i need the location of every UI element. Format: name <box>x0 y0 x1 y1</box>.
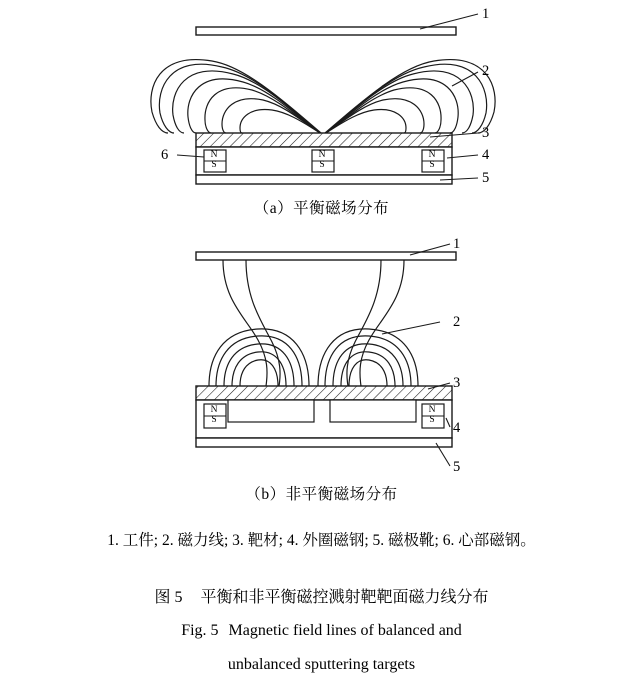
pole-n: N <box>428 405 436 415</box>
panel-a-magnet-centre-poles <box>317 150 327 170</box>
figure-title-en-text1: Magnetic field lines of balanced and <box>228 622 462 639</box>
panel-a-caption: （a）平衡磁场分布 <box>253 200 390 217</box>
panel-a-workpiece <box>196 27 456 35</box>
pole-s: S <box>211 160 217 170</box>
pole-s: S <box>319 160 325 170</box>
panel-b-leader-2 <box>382 322 440 334</box>
pole-s: S <box>429 415 435 425</box>
panel-a-field-lines <box>151 60 495 133</box>
panel-b-magnet-right-poles <box>427 405 437 425</box>
pole-n: N <box>210 405 218 415</box>
figure-title-en-number: Fig. 5 <box>181 622 219 639</box>
panel-a-magnet-right-poles <box>427 150 437 170</box>
panel-b-field-lines <box>209 260 418 386</box>
callout-a-6: 6 <box>161 147 169 163</box>
panel-a-target <box>196 133 452 147</box>
panel-b-caption: （b）非平衡磁场分布 <box>245 486 398 503</box>
pole-n: N <box>210 150 218 160</box>
figure-title-cn-number: 图 5 <box>154 589 183 606</box>
pole-s: S <box>429 160 435 170</box>
panel-b-magnet-assembly <box>196 400 452 447</box>
figure-title-cn-text: 平衡和非平衡磁控溅射靶靶面磁力线分布 <box>200 589 489 606</box>
panel-b-magnet-left-poles <box>209 405 219 425</box>
callout-b-3: 3 <box>453 375 461 391</box>
pole-n: N <box>428 150 436 160</box>
panel-b-target <box>196 386 452 400</box>
callout-a-1: 1 <box>482 6 490 22</box>
callout-b-5: 5 <box>453 459 461 475</box>
callout-b-2: 2 <box>453 314 461 330</box>
pole-s: S <box>211 415 217 425</box>
figure-title-en-line1 <box>0 622 643 640</box>
callout-b-4: 4 <box>453 420 461 436</box>
callout-a-4: 4 <box>482 147 490 163</box>
figure-title-en-line2: unbalanced sputtering targets <box>227 656 416 673</box>
callout-b-1: 1 <box>453 236 461 252</box>
figure-legend: 1. 工件; 2. 磁力线; 3. 靶材; 4. 外圈磁钢; 5. 磁极靴; 6. 心部磁钢。 <box>107 532 536 549</box>
callout-a-3: 3 <box>482 125 490 141</box>
pole-n: N <box>318 150 326 160</box>
figure-title-cn <box>0 584 643 607</box>
callout-a-2: 2 <box>482 63 490 79</box>
callout-a-5: 5 <box>482 170 490 186</box>
panel-a-magnet-left-poles <box>209 150 219 170</box>
